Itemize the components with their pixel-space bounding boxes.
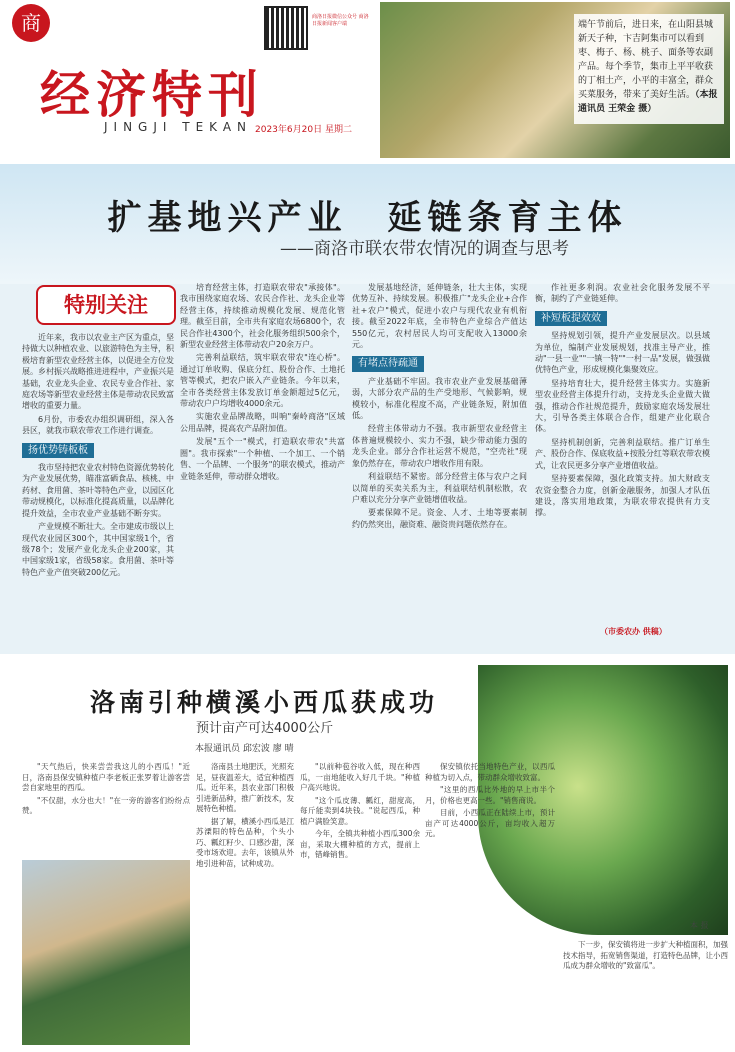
feature-column-2 [180, 282, 345, 650]
paragraph: 要素保障不足。资金、人才、土地等要素制约仍然突出，融资难、融资贵问题依然存在。 [352, 508, 527, 529]
farmer-photo [22, 860, 190, 1045]
feature-subhead: ——商洛市联农带农情况的调查与思考 [280, 239, 569, 259]
special-focus-badge: 特别关注 [36, 285, 176, 325]
paragraph: 产业规模不断壮大。全市建成市级以上现代农业园区300个，其中国家级1个，省级78个；发展产业化龙头企业200家，其中国家级1家，省级58家。食用菌、茶叶等特色产业产值突破200亿元。 [22, 522, 174, 577]
paragraph: 培育经营主体，打造联农带农"承接体"。我市围绕家庭农场、农民合作社、龙头企业等经营主体，持续推动规模化发展、规范化管理。截至目前，全市共有家庭农场6800个，农民合作社4300个，社会化服务组织500余个，新型农业经营主体带动农户20余万户。 [180, 283, 345, 350]
article-column-1 [22, 762, 190, 857]
paragraph: 下一步，保安镇将进一步扩大种植面积，加强技术指导，拓宽销售渠道，打造特色品牌，让小西瓜成为群众增收的"致富瓜"。 [563, 940, 728, 970]
article-column-2 [196, 762, 294, 1047]
paragraph: 近年来，我市以农业主产区为重点，坚持做大以种植农业、以旅游特色为主导，积极培育新型农业经营主体，以促进全方位发展。乡村振兴战略推进进程中，产业振兴是基础，农业龙头企业、农民专业合作社、家庭农场等新型农业经营主体是带动农民致富增收的重要力量。 [22, 333, 174, 411]
paragraph: 作社更多利润。农业社会化服务发展不平衡，制约了产业链延伸。 [535, 283, 710, 304]
subsection-tag: 扬优势铸板板 [22, 443, 94, 458]
feature-column-3 [352, 282, 527, 650]
paragraph: 发展"五个一"模式，打造联农带农"共富圈"。我市探索"一个种植、一个加工、一个销售、一个品牌、一个服务"的联农模式，推动产业链条延伸，带动群众增收。 [180, 437, 345, 481]
paragraph: 坚持规划引领，提升产业发展层次。以县域为单位，编制产业发展规划，找准主导产业，推动"一县一业""一镇一特""一村一品"发展，做强做优特色产业，形成规模化集聚效应。 [535, 331, 710, 375]
qr-caption: 商洛日报微信公众号 商洛日报新闻客户端 [312, 14, 369, 27]
paragraph: 实施农业品牌战略，叫响"秦岭商洛"区域公用品牌，提高农产品附加值。 [180, 412, 345, 433]
article-byline: 本报通讯员 邱宏波 廖 晴 [195, 744, 294, 754]
feature-author: （市委农办 供稿） [600, 627, 667, 636]
photo-credit: 本 报 [690, 921, 709, 930]
article-column-4 [425, 762, 555, 1047]
feature-headline: 扩基地兴产业 延链条育主体 [107, 198, 628, 238]
paragraph: 6月份，市委农办组织调研组，深入各县区，就我市联农带农工作进行调查。 [22, 414, 174, 436]
photo-caption [574, 14, 724, 124]
article-headline: 洛南引种横溪小西瓜获成功 [90, 688, 439, 717]
paragraph: 坚持培育壮大，提升经营主体实力。实施新型农业经营主体提升行动，支持龙头企业做大做强，推动合作社规范提升，鼓励家庭农场发展壮大，引导各类主体联合合作，组建产业化联合体。 [535, 378, 710, 434]
paragraph: "这个瓜皮薄、瓤红，甜度高，每斤能卖到4块钱。"说起西瓜，种植户满脸笑意。 [300, 795, 420, 826]
section-title: 经济特刊 [40, 66, 264, 124]
paragraph: 今年，全镇共种植小西瓜300余亩，采取大棚种植的方式，提前上市，错峰销售。 [300, 829, 420, 859]
paragraph: 洛南县土地肥沃，光照充足，昼夜温差大，适宜种植西瓜。近年来，县农业部门积极引进新品种，推广新技术，发展特色种植。 [196, 762, 294, 813]
paragraph: 据了解，横溪小西瓜是江苏溧阳的特色品种，个头小巧、瓤红籽少、口感沙甜，深受市场欢迎。去年，该镇从外地引进种苗，试种成功。 [196, 816, 294, 868]
feature-column-1 [22, 332, 174, 650]
paragraph: "天气热后，快来尝尝我这儿的小西瓜！"近日，洛南县保安镇种植户李老板正张罗着让游客尝尝自家地里的西瓜。 [22, 762, 190, 792]
paragraph: 经营主体带动力不强。我市新型农业经营主体普遍规模较小、实力不强，缺少带动能力强的龙头企业。部分合作社运营不规范，"空壳社"现象仍然存在，带动农户增收作用有限。 [352, 424, 527, 468]
issue-date: 2023年6月20日 星期二 [255, 125, 352, 135]
photo-credit: （本报通讯员 王荣金 摄） [578, 90, 718, 114]
qr-code [264, 6, 308, 50]
article-column-5 [563, 940, 728, 1050]
paragraph: "这里的西瓜比外地的早上市半个月，价格也更高一些。"销售商说。 [425, 785, 555, 805]
paragraph: "不仅甜，水分也大！"在一旁的游客们纷纷点赞。 [22, 795, 190, 815]
paragraph: 坚持机制创新，完善利益联结。推广订单生产、股份合作、保底收益+按股分红等联农带农模式，让农民更多分享产业增值收益。 [535, 437, 710, 470]
paragraph: 产业基础不牢固。我市农业产业发展基础薄弱，大部分农产品的生产受地形、气候影响，规模较小，标准化程度不高，产业链条短，附加值低。 [352, 376, 527, 421]
paragraph: 完善利益联结，筑牢联农带农"连心桥"。通过订单收购、保底分红、股份合作、土地托管等模式，把农户嵌入产业链条。今年以来，全市各类经营主体发放订单金额超过5亿元，带动农户户均增收4000余元。 [180, 353, 345, 409]
paragraph: 目前，小西瓜正在陆续上市，预计亩产可达4000公斤，亩均收入超万元。 [425, 808, 555, 838]
section-title-pinyin: JINGJI TEKAN [104, 120, 253, 134]
article-column-3 [300, 762, 420, 1047]
paragraph: 发展基地经济，延伸链条，壮大主体，实现优势互补、持续发展。积极推广"龙头企业+合作社+农户"模式，促进小农户与现代农业有机衔接。截至2022年底，全市特色产业综合产值达550亿元，农村居民人均可支配收入13000余元。 [352, 283, 527, 350]
paragraph: 坚持要素保障，强化政策支持。加大财政支农资金整合力度，创新金融服务，加强人才队伍建设，落实用地政策，为联农带农提供有力支撑。 [535, 474, 710, 518]
paragraph: 保安镇依托当地特色产业，以西瓜种植为切入点，带动群众增收致富。 [425, 762, 555, 782]
subsection-tag: 有堵点待疏通 [352, 356, 424, 371]
paragraph: "以前种苞谷收入低，现在种西瓜，一亩地能收入好几千块。"种植户高兴地说。 [300, 762, 420, 792]
article-subheadline: 预计亩产可达4000公斤 [196, 721, 334, 736]
subsection-tag: 补短板提效效 [535, 311, 607, 326]
paper-logo: 商 [12, 4, 50, 42]
photo-caption-text: 端午节前后，进日来，在山阳县城新天子种，卞吉阿集市可以看到枣、梅子、杨、桃子、面条等农副产品。每个季节，集市上平平收获的丁相土产，小平的丰富全，群众买菜服务，带来了美好生活。 [578, 20, 714, 100]
paragraph: 我市坚持把农业农村特色资源优势转化为产业发展优势，瞄准富硒食品、核桃、中药材、食用菌、茶叶等特色产业，以园区化带动规模化，以标准化提高质量，以品牌化提升效益，全市农业产业基础不断夯实。 [22, 463, 174, 518]
paragraph: 利益联结不紧密。部分经营主体与农户之间以简单的买卖关系为主，利益联结机制松散，农户难以充分分享产业链增值收益。 [352, 472, 527, 504]
feature-column-4 [535, 282, 710, 650]
